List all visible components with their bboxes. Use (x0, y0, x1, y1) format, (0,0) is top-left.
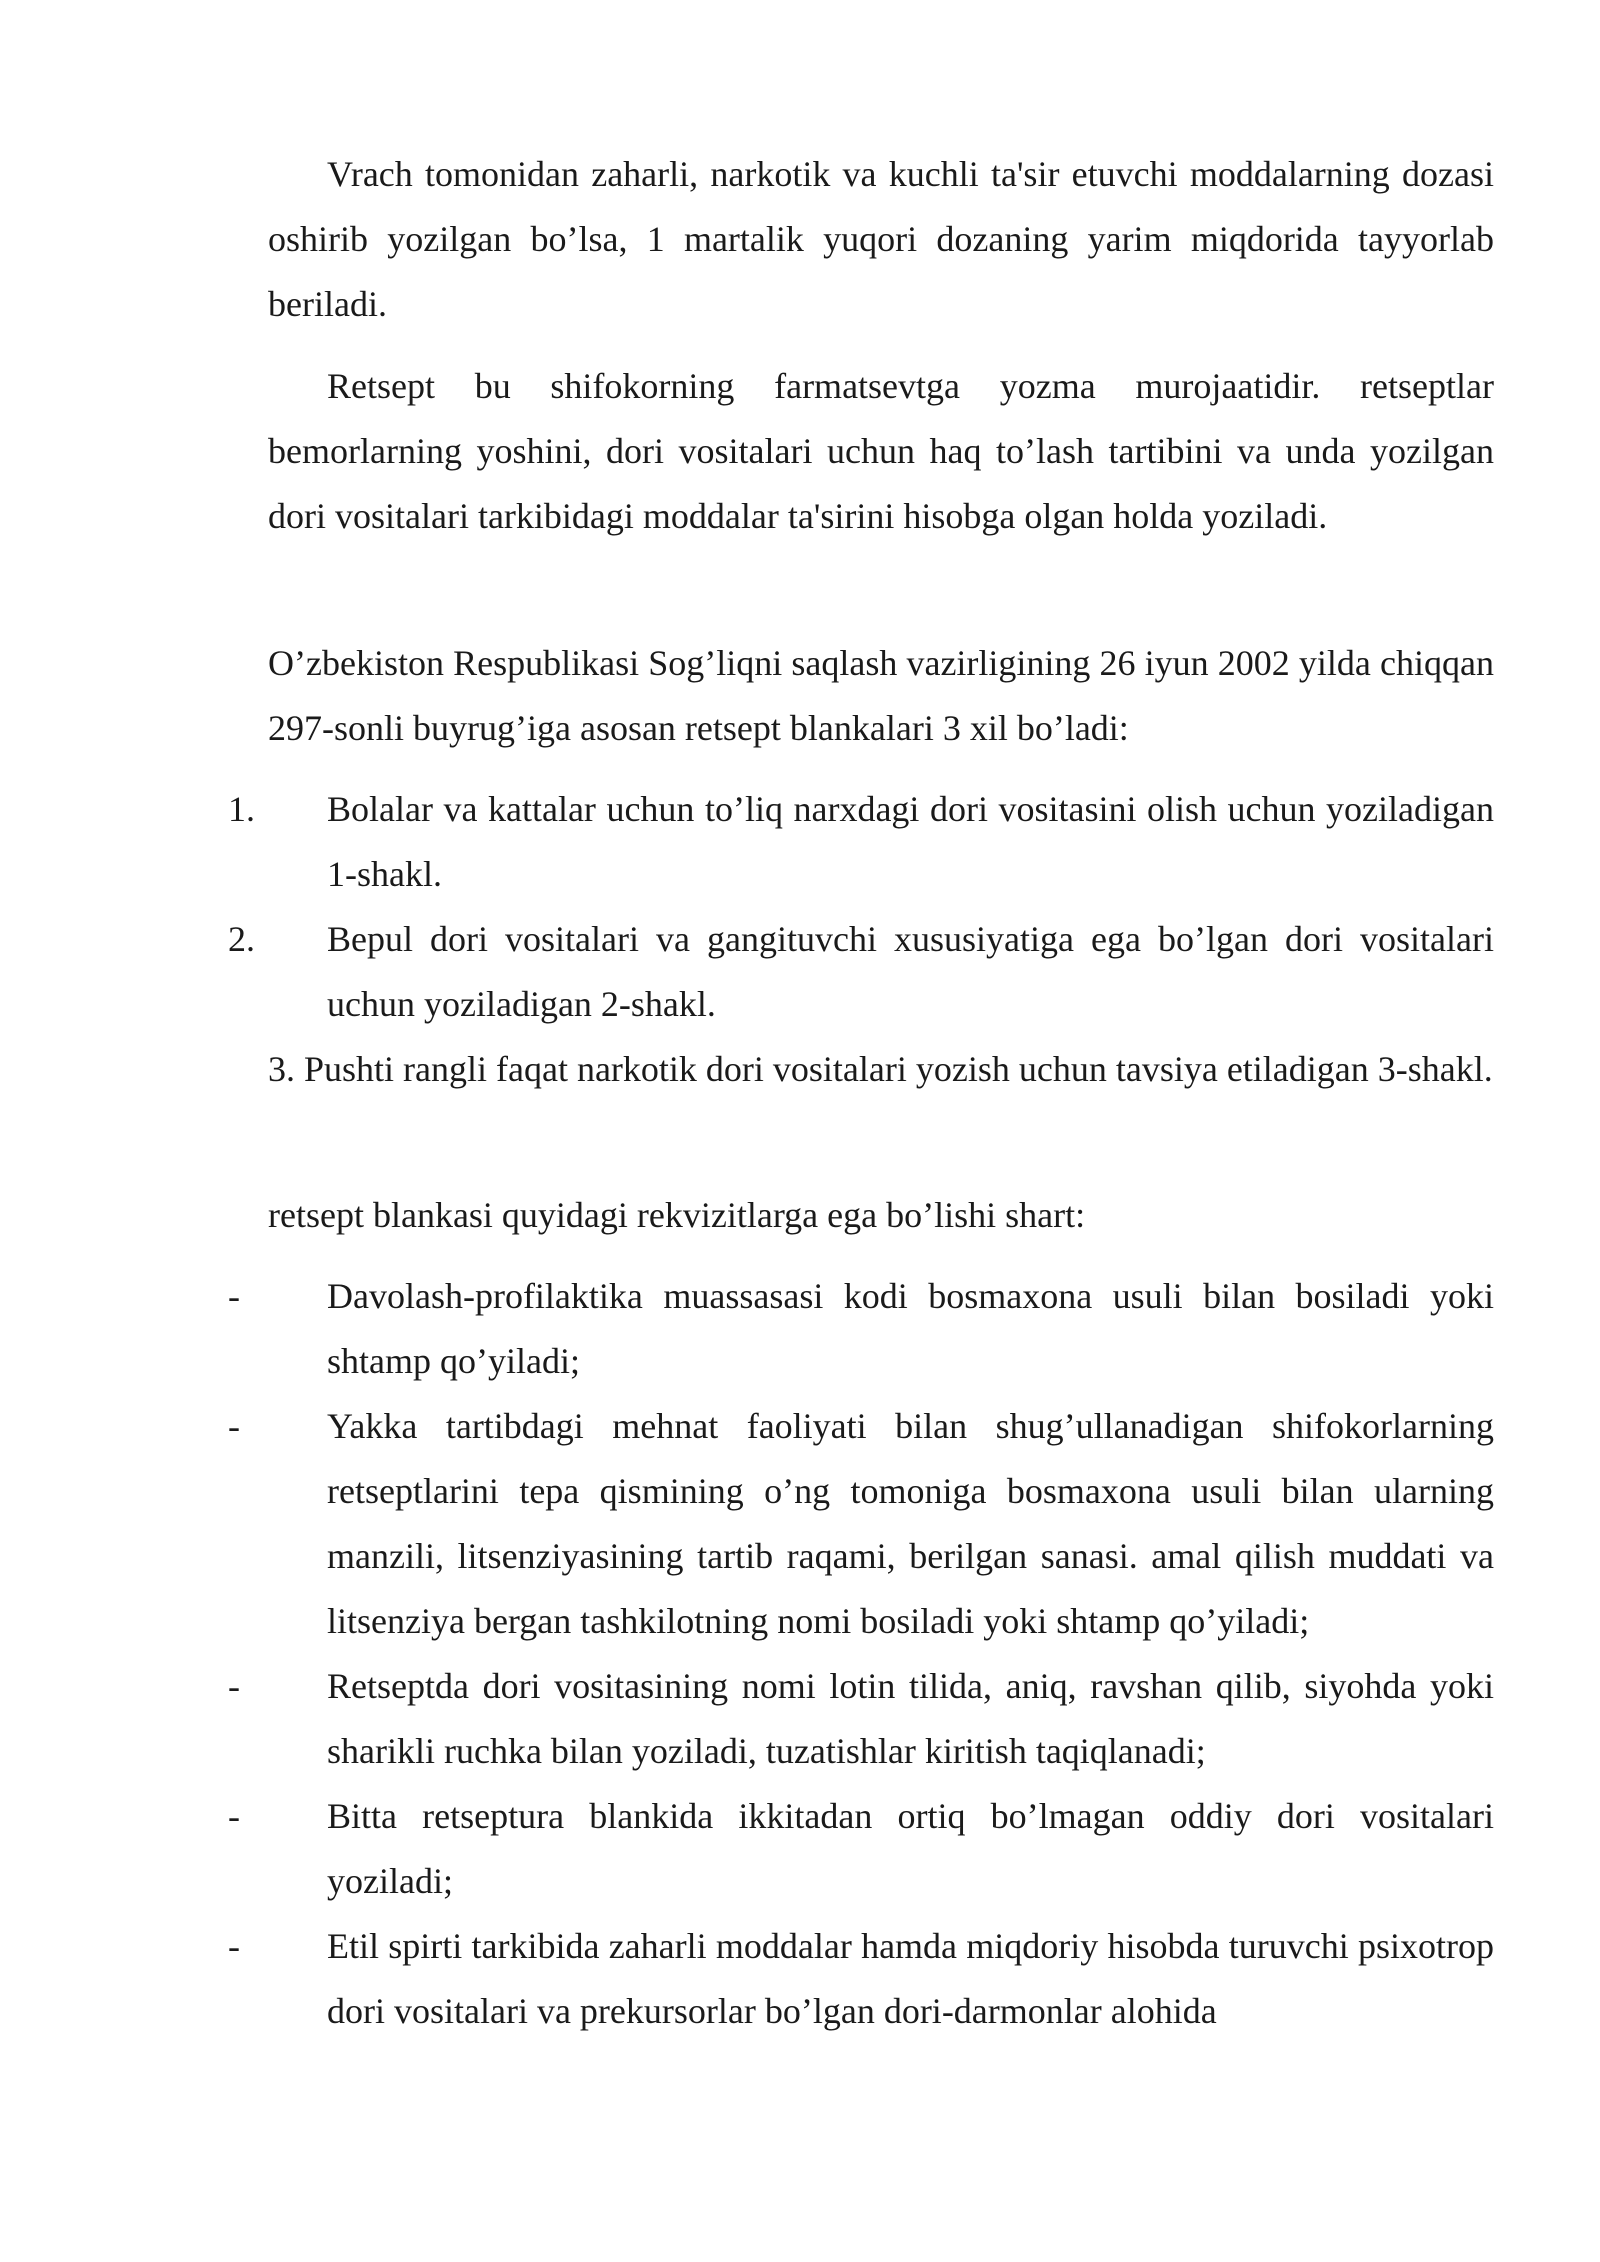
list-dash: - (228, 1276, 240, 1316)
list-item-text: Retseptda dori vositasining nomi lotin tilida, aniq, ravshan qilib, siyohda yoki sharikli ruchka bilan yoziladi, tuzatishlar kiritish taqiqlanadi; (327, 1666, 1494, 1771)
paragraph-prescription-definition: Retsept bu shifokorning farmatsevtga yozma murojaatidir. retseptlar bemorlarning yoshini, dori vositalari uchun haq to’lash tartibini va unda yozilgan dori vositalari tarkibidagi moddalar ta'sirini hisobga olgan holda yoziladi. (268, 366, 1494, 536)
list-item-text: Bolalar va kattalar uchun to’liq narxdagi dori vositasini olish uchun yoziladigan 1-shakl. (327, 789, 1494, 894)
list-item-text: Yakka tartibdagi mehnat faoliyati bilan shug’ullanadigan shifokorlarning retseptlarini tepa qismining o’ng tomoniga bosmaxona usuli bilan ularning manzili, litsenziyasining tartib raqami, berilgan sanasi. amal qilish muddati va litsenziya bergan tashkilotning nomi bosiladi yoki shtamp qo’yiladi; (327, 1406, 1494, 1641)
paragraph-order-297: O’zbekiston Respublikasi Sog’liqni saqlash vazirligining 26 iyun 2002 yilda chiqqan 297-sonli buyrug’iga asosan retsept blankalari 3 xil bo’ladi: (268, 643, 1494, 748)
list-item-text: Bepul dori vositalari va gangituvchi xususiyatiga ega bo’lgan dori vositalari uchun yoziladigan 2-shakl. (327, 919, 1494, 1024)
list-number: 1. (228, 789, 255, 829)
list-dash: - (228, 1406, 240, 1446)
paragraph-overdose-rule: Vrach tomonidan zaharli, narkotik va kuchli ta'sir etuvchi moddalarning dozasi oshirib yozilgan bo’lsa, 1 martalik yuqori dozaning yarim miqdorida tayyorlab beriladi. (268, 154, 1494, 324)
list-item-text: Bitta retseptura blankida ikkitadan ortiq bo’lmagan oddiy dori vositalari yoziladi; (327, 1796, 1494, 1901)
list-dash: - (228, 1796, 240, 1836)
list-item-text: Davolash-profilaktika muassasasi kodi bosmaxona usuli bilan bosiladi yoki shtamp qo’yiladi; (327, 1276, 1494, 1381)
list-dash: - (228, 1666, 240, 1706)
list-dash: - (228, 1926, 240, 1966)
list-item-text: Etil spirti tarkibida zaharli moddalar hamda miqdoriy hisobda turuvchi psixotrop dori vositalari va prekursorlar bo’lgan dori-darmonlar alohida (327, 1926, 1494, 2031)
paragraph-form-3: 3. Pushti rangli faqat narkotik dori vositalari yozish uchun tavsiya etiladigan 3-shakl. (268, 1049, 1493, 1089)
paragraph-requisites-intro: retsept blankasi quyidagi rekvizitlarga ega bo’lishi shart: (268, 1195, 1086, 1235)
list-number: 2. (228, 919, 255, 959)
